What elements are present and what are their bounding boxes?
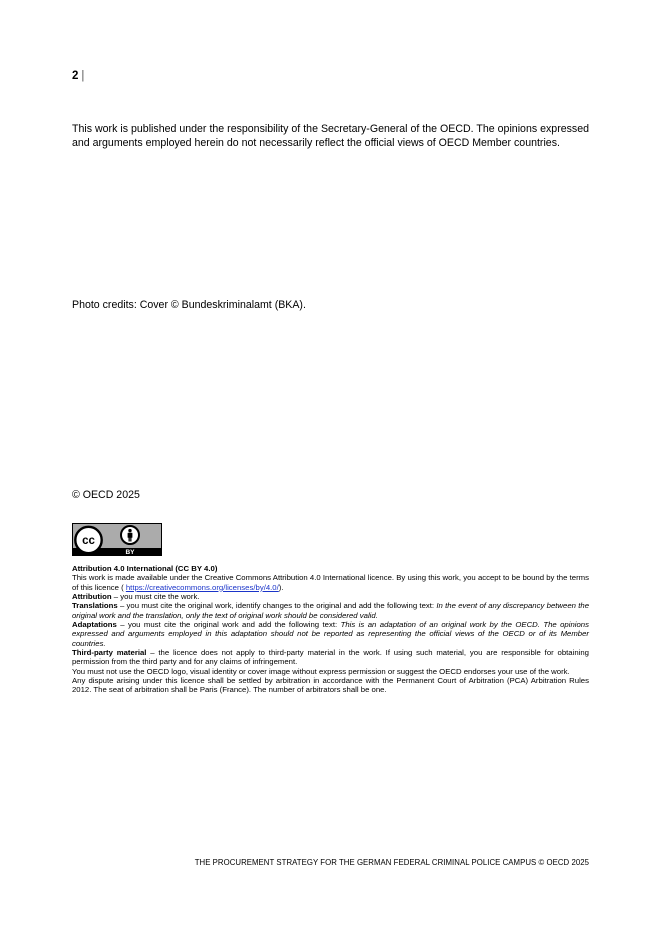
translations-clause xyxy=(72,601,589,620)
dispute-clause: Any dispute arising under this licence shall be settled by arbitration in accordance with the Permanent Court of Arbitration (PCA) Arbitration Rules 2012. The seat of arbitration shall be Paris (France). The number of arbitrators shall be one. xyxy=(72,676,589,695)
third-party-text: – the licence does not apply to third-party material in the work. If using such material, you are responsible for obtaining permission from the third party and for any claims of infringement. xyxy=(72,648,589,667)
page-number-separator: | xyxy=(81,70,85,82)
attribution-text: – you must cite the work. xyxy=(111,592,200,602)
licence-intro-end: ). xyxy=(278,582,284,592)
attribution-label: Attribution xyxy=(72,592,112,602)
third-party-label: Third-party material xyxy=(72,648,147,658)
attribution-clause xyxy=(72,592,589,601)
photo-credits: Photo credits: Cover © Bundeskriminalamt (BKA). xyxy=(72,299,306,311)
licence-intro xyxy=(72,573,589,592)
translations-text: – you must cite the original work, identify changes to the original and add the following text: xyxy=(117,601,437,611)
copyright-notice: © OECD 2025 xyxy=(72,489,140,501)
adaptations-clause xyxy=(72,620,589,648)
logo-clause: You must not use the OECD logo, visual identity or cover image without express permission or suggest the OECD endorses your use of the work. xyxy=(72,666,570,676)
licence-title: Attribution 4.0 International (CC BY 4.0) xyxy=(72,564,218,573)
disclaimer-paragraph: This work is published under the responsibility of the Secretary-General of the OECD. The opinions expressed and arguments employed herein do not necessarily reflect the official views of OECD Member countries. xyxy=(72,123,589,150)
licence-intro-text: This work is made available under the Creative Commons Attribution 4.0 International licence. By using this work, you accept to be bound by the terms of this licence ( xyxy=(72,573,589,592)
licence-link[interactable]: https://creativecommons.org/licenses/by/4.0/ xyxy=(125,582,279,592)
licence-section xyxy=(72,564,589,695)
adaptations-text: – you must cite the original work and add the following text: xyxy=(116,620,341,630)
third-party-clause xyxy=(72,648,589,667)
page-footer: THE PROCUREMENT STRATEGY FOR THE GERMAN FEDERAL CRIMINAL POLICE CAMPUS © OECD 2025 xyxy=(194,858,589,867)
adaptations-required-text: This is an adaptation of an original work by the OECD. The opinions expressed and arguments employed in this adaptation should not be reported as representing the official views of the OECD or of its Member countries. xyxy=(72,620,589,648)
page-number-value: 2 xyxy=(72,70,79,82)
translations-label: Translations xyxy=(72,601,118,611)
page-number xyxy=(72,70,84,82)
cc-icon-label: cc xyxy=(82,535,95,547)
attribution-person-icon xyxy=(121,526,139,544)
cc-by-license-badge xyxy=(72,523,162,556)
creative-commons-icon xyxy=(75,527,101,553)
translations-required-text: In the event of any discrepancy between the original work and the translation, only the text of original work should be considered valid. xyxy=(72,601,590,620)
by-label: BY xyxy=(125,549,135,556)
adaptations-label: Adaptations xyxy=(72,620,117,630)
